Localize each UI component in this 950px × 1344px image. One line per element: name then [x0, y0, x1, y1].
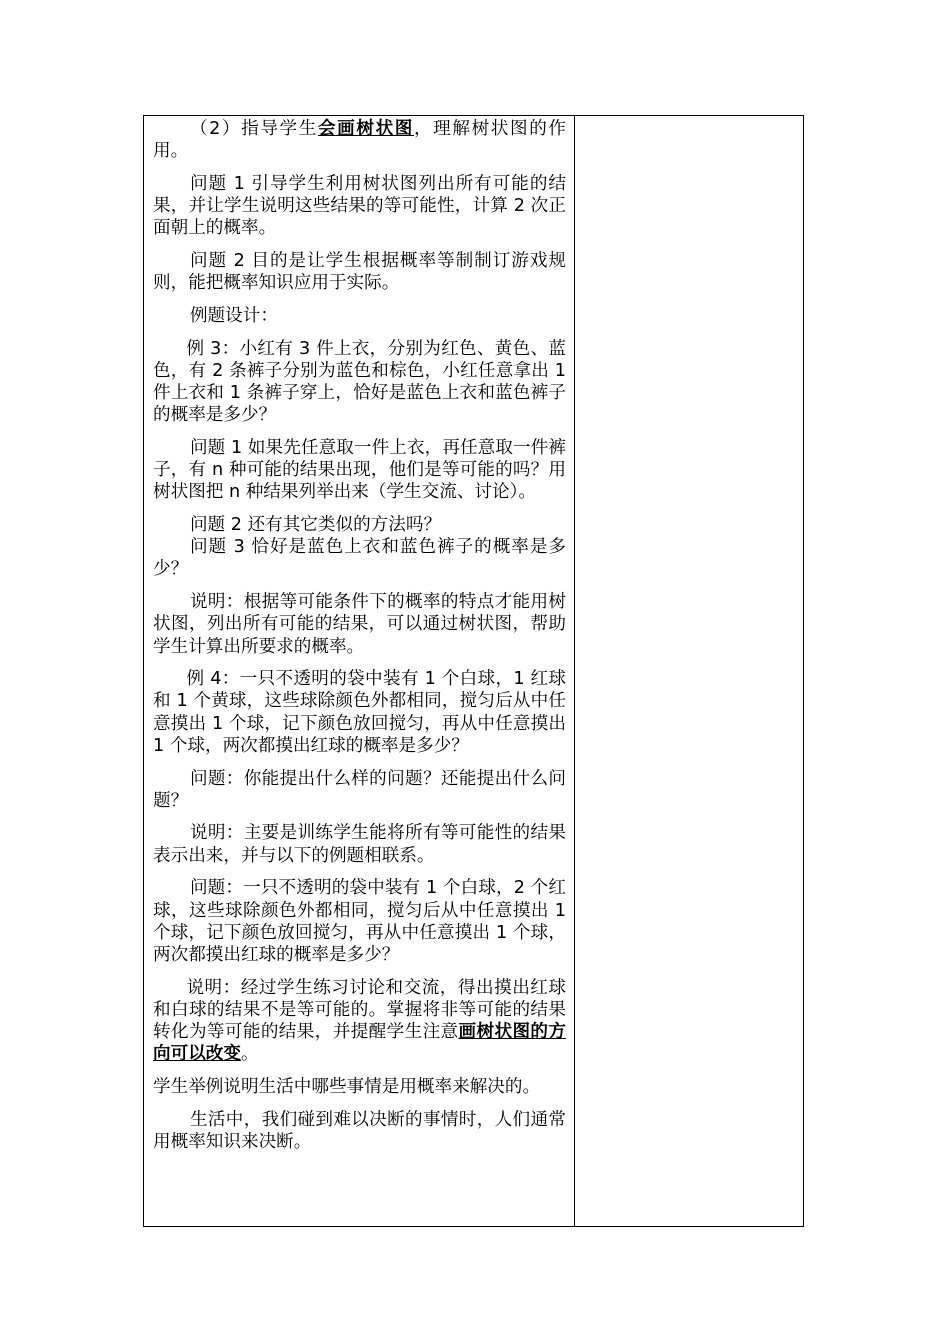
- highlight-draw-tree-diagram: 会画树状图: [317, 119, 414, 139]
- teaching-content-cell: [144, 116, 575, 1226]
- paragraph-question-1: 问题 1 引导学生利用树状图列出所有可能的结果，并让学生说明这些结果的等可能性，计算 2 次正面朝上的概率。: [153, 173, 566, 239]
- notes-cell: [575, 116, 803, 1226]
- paragraph-example-4: 例 4：一只不透明的袋中装有 1 个白球，1 红球和 1 个黄球，这些球除颜色外都相同，搅匀后从中任意摸出 1 个球，记下颜色放回搅匀，再从中任意摸出 1 个球，两次都摸出红球的概率是多少？: [153, 669, 566, 756]
- paragraph-objective-2: [153, 118, 566, 162]
- paragraph-example-3-question-3: 问题 3 恰好是蓝色上衣和蓝色裤子的概率是多少？: [153, 537, 566, 580]
- paragraph-example-3-question-1: 问题 1 如果先任意取一件上衣，再任意取一件裤子，有 n 种可能的结果出现，他们是等可能的吗？用树状图把 n 种结果列举出来（学生交流、讨论）。: [153, 437, 566, 503]
- paragraph-note-1: 说明：根据等可能条件下的概率的特点才能用树状图，列出所有可能的结果，可以通过树状图，帮助学生计算出所要求的概率。: [153, 592, 566, 657]
- paragraph-problem: 问题：一只不透明的袋中装有 1 个白球，2 个红球，这些球除颜色外都相同，搅匀后从中任意摸出 1 个球，记下颜色放回搅匀，再从中任意摸出 1 个球，两次都摸出红球的概率是多少？: [153, 878, 566, 965]
- paragraph-note-3: [153, 977, 566, 1066]
- lesson-table: [143, 115, 804, 1227]
- paragraph-life-decision: 生活中，我们碰到难以决断的事情时，人们通常用概率知识来决断。: [153, 1109, 566, 1152]
- highlight-tree-direction: 画树状图的方向可以改变: [153, 1022, 566, 1065]
- paragraph-example-3-question-2: 问题 2 还有其它类似的方法吗？: [189, 515, 442, 536]
- paragraph-example-4-question: 问题：你能提出什么样的问题？还能提出什么问题？: [153, 768, 566, 811]
- text: 说明：经过学生练习讨论和交流，得出摸出红球和白球的结果不是等可能的。掌握将非等可能的结果转化为等可能的结果，并提醒学生注意: [153, 977, 566, 1043]
- text: 。: [240, 1044, 259, 1065]
- paragraph-question-2: 问题 2 目的是让学生根据概率等制制订游戏规则，能把概率知识应用于实际。: [153, 251, 566, 294]
- text: （2）指导学生: [189, 119, 318, 139]
- paragraph-students-examples: 学生举例说明生活中哪些事情是用概率来解决的。: [153, 1077, 541, 1098]
- text: ，理解树状图的作用。: [153, 119, 566, 162]
- paragraph-note-2: 说明：主要是训练学生能将所有等可能性的结果表示出来，并与以下的例题相联系。: [153, 823, 566, 866]
- paragraph-example-3: 例 3：小红有 3 件上衣，分别为红色、黄色、蓝色，有 2 条裤子分别为蓝色和棕色，小红任意拿出 1 件上衣和 1 条裤子穿上，恰好是蓝色上衣和蓝色裤子的概率是多少？: [153, 338, 566, 426]
- paragraph-example-design: 例题设计：: [189, 305, 278, 326]
